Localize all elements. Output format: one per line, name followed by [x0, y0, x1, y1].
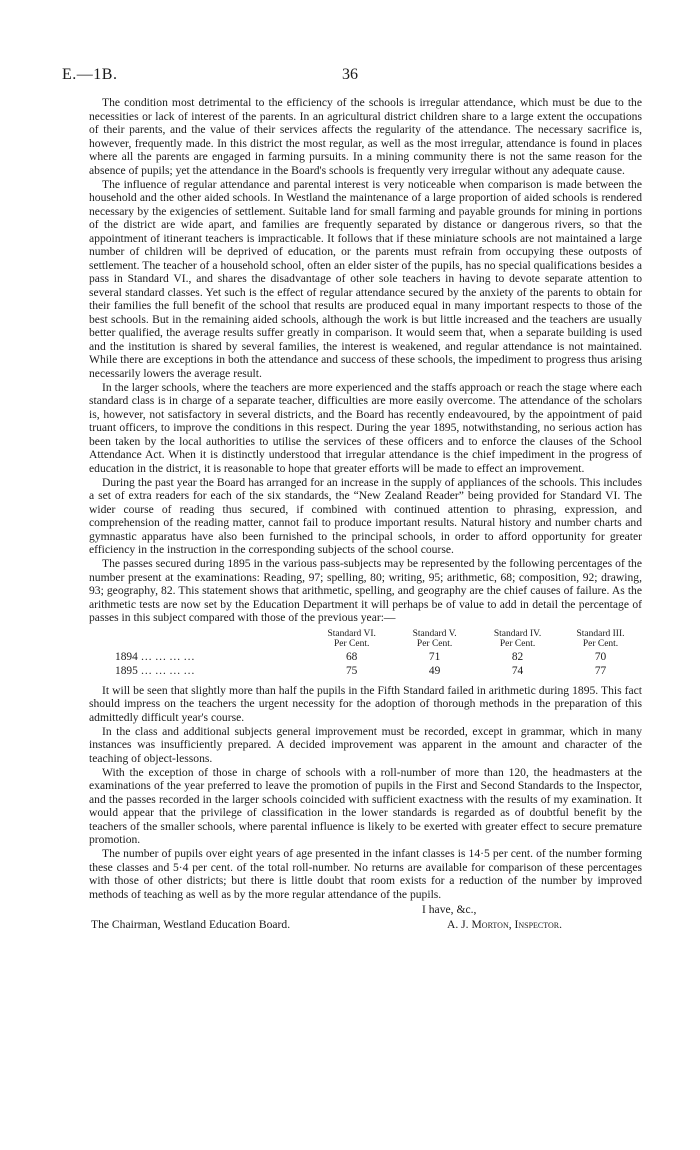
signoff [89, 903, 642, 933]
table-header-row [89, 629, 642, 650]
paragraph-larger-schools: In the larger schools, where the teachers are more experienced and the staffs approach or reach the stage where each standard class is in charge of a separate teacher, difficulties are more easily overcome. The attendance of the scholars is, however, not satisfactory in several districts, and the Board has recently endeavoured, by the appointment of paid truant officers, to improve the conditions in this respect. During the year 1895, notwithstanding, no serious action has been taken by the local authorities to utilise the services of these officers and to enforce the clauses of the School Attendance Act. When it is distinctly understood that irregular attendance is the chief impediment in the progress of education in the district, it is reasonable to hope that greater efforts will be made to effect an improvement. [89, 380, 642, 475]
table-cell: 68 [345, 650, 358, 663]
paragraph-infant-classes: The number of pupils over eight years of age presented in the infant classes is 14·5 per cent. of the number forming these classes and 5·4 per cent. of the total roll-number. No returns are available for comparison of these percentages with those of other districts; but there is little doubt that room exists for a reduction of the number by improved methods of teaching as well as by the more regular attendance of the pupils. [89, 847, 642, 901]
paragraph-promotion: With the exception of those in charge of schools with a roll-number of more than 120, the headmasters at the examinations of the year preferred to leave the promotion of pupils in the First and Second Standards to the Inspector, and the passes recorded in the larger schools coincided with sufficient exactness with the results of my examination. It would appear that the privilege of classification in the lower standards is regarded as of doubtful benefit by the teachers of the smaller schools, where parental influence is likely to be exerted with greater effect to secure premature promotion. [89, 765, 642, 846]
addressee: The Chairman, Westland Education Board. [91, 918, 291, 931]
table-cell: 74 [511, 664, 524, 677]
table-cell: 71 [428, 650, 441, 663]
signatory: A. J. Morton, Inspector. [447, 918, 563, 931]
row-year: 1894 … … … … [115, 650, 195, 663]
column-header: Standard III. Per Cent. [576, 628, 625, 649]
page-number: 36 [342, 66, 358, 83]
paragraph-attendance: The condition most detrimental to the efficiency of the schools is irregular attendance, which must be due to the necessities or lack of interest of the parents. In an agricultural district children share to a large extent the occupations of their parents, and the value of their services affects the regularity of the attendance. The necessary sacrifice is, however, frequently made. In this district the most regular, as well as the most irregular, attendance is found in places where all the parents are engaged in farming pursuits. In a mining community there is not the same reason for the absence of pupils; yet the attendance in the Board's schools is frequently very irregular without any adequate cause. [89, 96, 642, 177]
column-header: Standard VI. Per Cent. [327, 628, 376, 649]
document-reference: E.—1B. [62, 66, 118, 83]
table-cell: 70 [594, 650, 607, 663]
table-cell: 82 [511, 650, 524, 663]
table-corner [89, 629, 310, 650]
table-cell: 49 [428, 664, 441, 677]
column-header: Standard IV. Per Cent. [493, 628, 542, 649]
paragraph-passes: The passes secured during 1895 in the various pass-subjects may be represented by the following percentages of the number present at the examinations: Reading, 97; spelling, 80; writing, 95; arithmetic, 68; composition, 92; drawing, 93; geography, 82. This statement shows that arithmetic, spelling, and geography are the chief causes of failure. As the arithmetic tests are now set by the Education Department it will perhaps be of value to add in detail the percentage of passes in this subject compared with those of the previous year:— [89, 557, 642, 624]
paragraph-class-subjects: In the class and additional subjects general improvement must be recorded, except in grammar, which in many instances was insufficiently prepared. A decided improvement was apparent in the amount and character of the teaching of object-lessons. [89, 724, 642, 765]
arithmetic-pass-table [89, 629, 642, 678]
table-cell: 77 [594, 664, 607, 677]
page-header [62, 66, 638, 90]
table-row [89, 650, 642, 664]
paragraph-fifth-standard: It will be seen that slightly more than half the pupils in the Fifth Standard failed in arithmetic during 1895. This fact should impress on the teachers the urgent necessity for the adoption of thorough methods in the preparation of this admittedly difficult year's course. [89, 683, 642, 724]
row-year: 1895 … … … … [115, 664, 195, 677]
table-row [89, 664, 642, 678]
table-cell: 75 [345, 664, 358, 677]
paragraph-appliances: During the past year the Board has arranged for an increase in the supply of appliances of the schools. This includes a set of extra readers for each of the six standards, the “New Zealand Reader” being provided for Standard VI. The wider course of reading thus secured, if combined with continued attention to phrasing, expression, and comprehension of the reading matter, cannot fail to produce important results. Natural history and number charts and gymnastic apparatus have also been furnished to the principal schools, in order to afford opportunity for greater efficiency in the instruction in the corresponding subjects of the school course. [89, 475, 642, 556]
report-body [89, 96, 642, 933]
column-header: Standard V. Per Cent. [412, 628, 457, 649]
closing-phrase: I have, &c., [422, 903, 477, 916]
paragraph-aided-schools: The influence of regular attendance and parental interest is very noticeable when comparison is made between the household and the other aided schools. In Westland the maintenance of a large proportion of aided schools is rendered necessary by the exigencies of settlement. Suitable land for small farming and payable grounds for mining in portions of the district are wide apart, and families are frequently separated by distance or dangerous rivers, so that the appointment of itinerant teachers is impracticable. It follows that if these miniature schools are not maintained a large number of children will be deprived of education, or the parents must refrain from occupying these outposts of settlement. The teacher of a household school, often an elder sister of the pupils, has no special qualifications besides a pass in Standard VI., and shares the disadvantage of other sole teachers in having to devote separate attention to several standard classes. Yet such is the effect of regular attendance secured by the anxiety of the parents to obtain for their families the full benefit of the school that results are produced equal in many important respects to those of the best schools. But in the remaining aided schools, although the work is but little increased and the teachers are usually better qualified, the average results suffer greatly in comparison. It would seem that, when a separate building is used and the institution is shared by several families, the interest is weakened, and regular attendance is not maintained. While there are exceptions in both the attendance and success of these schools, the impediment to progress thus arising necessarily lowers the average result. [89, 177, 642, 380]
